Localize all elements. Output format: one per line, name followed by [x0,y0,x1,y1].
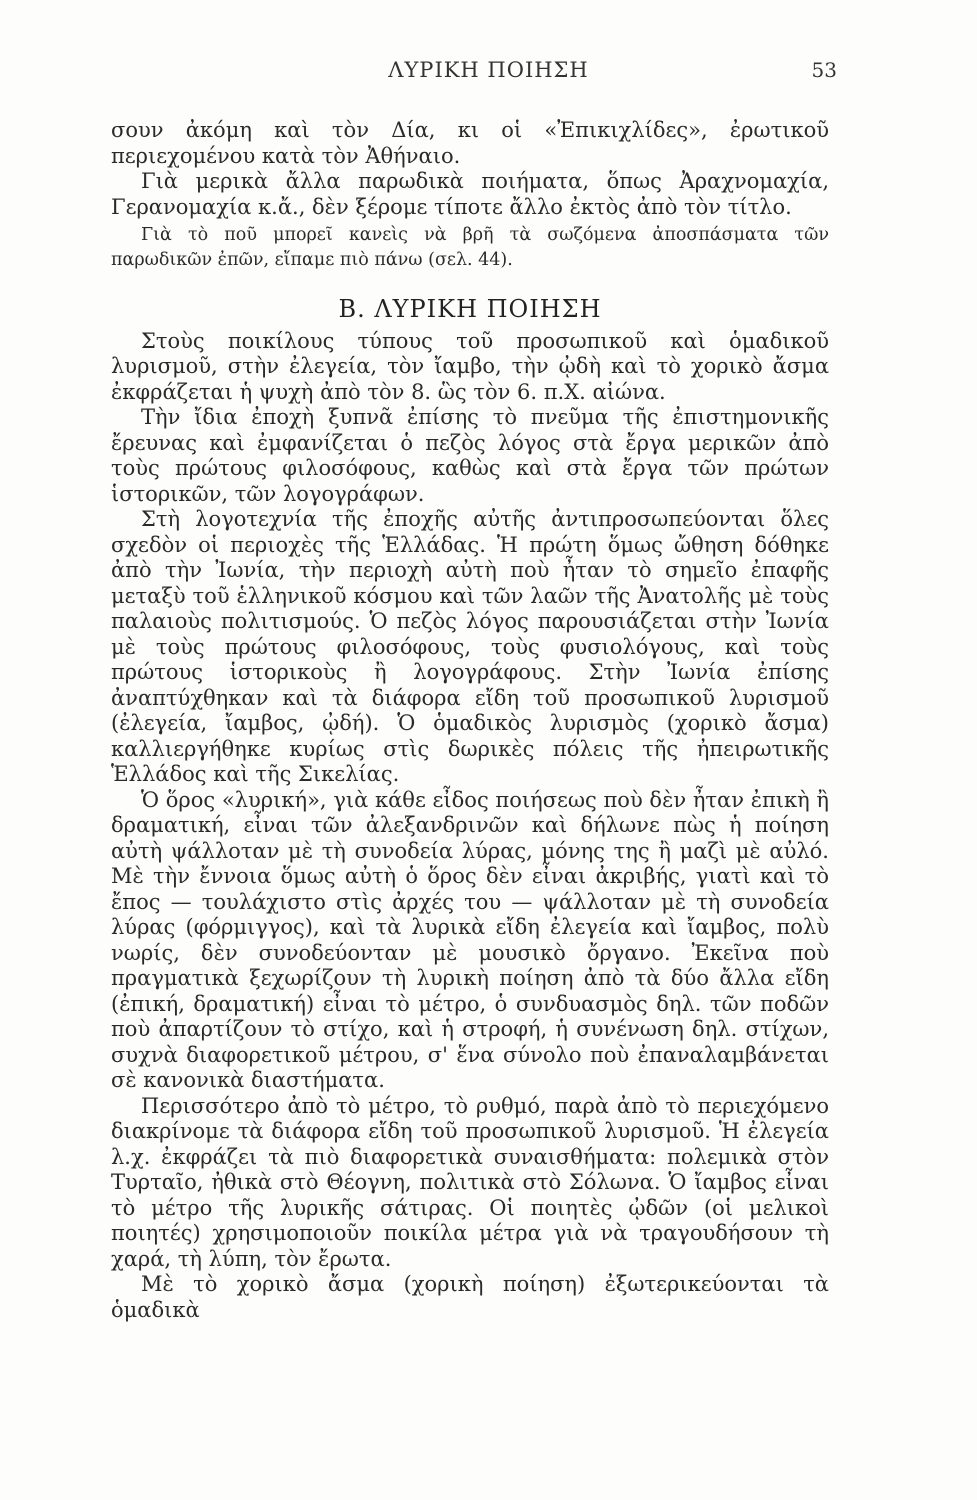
paragraph-2: Γιὰ μερικὰ ἄλλα παρωδικὰ ποιήματα, ὅπως Ἀραχνομαχία, Γερανομαχία κ.ἄ., δὲν ξέρομε τίποτε ἄλλο ἐκτὸς ἀπὸ τὸν τίτλο. [111,169,829,219]
paragraph-6: Στὴ λογοτεχνία τῆς ἐποχῆς αὐτῆς ἀντιπροσωπεύονται ὅλες σχεδὸν οἱ περιοχὲς τῆς Ἑλλάδας. Ἡ πρώτη ὅμως ὤθηση δόθηκε ἀπὸ τὴν Ἰωνία, τὴν περιοχὴ αὐτὴ ποὺ ἦταν τὸ σημεῖο ἐπαφῆς μεταξὺ τοῦ ἑλληνικοῦ κόσμου καὶ τῶν λαῶν τῆς Ἀνατολῆς μὲ τοὺς παλαιοὺς πολιτισμούς. Ὁ πεζὸς λόγος παρουσιάζεται στὴν Ἰωνία μὲ τοὺς πρώτους φιλοσόφους, τοὺς φυσιολόγους, καὶ τοὺς πρώτους ἱστορικοὺς ἢ λογογράφους. Στὴν Ἰωνία ἐπίσης ἀναπτύχθηκαν καὶ τὰ διάφορα εἴδη τοῦ προσωπικοῦ λυρισμοῦ (ἐλεγεία, ἴαμβος, ᾠδή). Ὁ ὁμαδικὸς λυρισμὸς (χορικὸ ἄσμα) καλλιεργήθηκε κυρίως στὶς δωρικὲς πόλεις τῆς ἠπειρωτικῆς Ἑλλάδος καὶ τῆς Σικελίας. [111,507,829,786]
paragraph-note: Γιὰ τὸ ποῦ μπορεῖ κανεὶς νὰ βρῆ τὰ σωζόμενα ἀποσπάσματα τῶν παρωδικῶν ἐπῶν, εἴπαμε πιὸ πάνω (σελ. 44). [111,225,829,270]
paragraph-4: Στοὺς ποικίλους τύπους τοῦ προσωπικοῦ καὶ ὁμαδικοῦ λυρισμοῦ, στὴν ἐλεγεία, τὸν ἴαμβο, τὴν ᾠδὴ καὶ τὸ χορικὸ ἄσμα ἐκφράζεται ἡ ψυχὴ ἀπὸ τὸν 8. ὣς τὸν 6. π.Χ. αἰώνα. [111,328,829,404]
paragraph-9: Μὲ τὸ χορικὸ ἄσμα (χορικὴ ποίηση) ἐξωτερικεύονται τὰ ὁμαδικὰ [111,1272,829,1322]
running-head [0,58,977,88]
page-number: 53 [811,58,837,82]
running-title: ΛΥΡΙΚΗ ΠΟΙΗΣΗ [388,58,589,82]
paragraph-7: Ὁ ὅρος «λυρική», γιὰ κάθε εἶδος ποιήσεως ποὺ δὲν ἦταν ἐπικὴ ἢ δραματική, εἶναι τῶν ἀλεξανδρινῶν καὶ δήλωνε πὼς ἡ ποίηση αὐτὴ ψάλλοταν μὲ τὴ συνοδεία λύρας, μόνης της ἢ μαζὶ μὲ αὐλό. Μὲ τὴν ἔννοια ὅμως αὐτὴ ὁ ὅρος δὲν εἶναι ἀκριβής, γιατὶ καὶ τὸ ἔπος — τουλάχιστο στὶς ἀρχές του — ψάλλοταν μὲ τὴ συνοδεία λύρας (φόρμιγγος), καὶ τὰ λυρικὰ εἴδη ἐλεγεία καὶ ἴαμβος, πολὺ νωρίς, δὲν συνοδεύονταν μὲ μουσικὸ ὄργανο. Ἐκεῖνα ποὺ πραγματικὰ ξεχωρίζουν τὴ λυρικὴ ποίηση ἀπὸ τὰ δύο ἄλλα εἴδη (ἐπική, δραματική) εἶναι τὸ μέτρο, ὁ συνδυασμὸς δηλ. τῶν ποδῶν ποὺ ἀπαρτίζουν τὸ στίχο, καὶ ἡ στροφή, ἡ συνένωση δηλ. στίχων, συχνὰ διαφορετικοῦ μέτρου, σ' ἕνα σύνολο ποὺ ἐπαναλαμβάνεται σὲ κανονικὰ διαστήματα. [111,787,829,1092]
section-heading: Β. ΛΥΡΙΚΗ ΠΟΙΗΣΗ [338,295,602,323]
paragraph-8: Περισσότερο ἀπὸ τὸ μέτρο, τὸ ρυθμό, παρὰ ἀπὸ τὸ περιεχόμενο διακρίνομε τὰ διάφορα εἴδη τοῦ προσωπικοῦ λυρισμοῦ. Ἡ ἐλεγεία λ.χ. ἐκφράζει τὰ πιὸ διαφορετικὰ συναισθήματα: πολεμικὰ στὸν Τυρταῖο, ἠθικὰ στὸ Θέογνη, πολιτικὰ στὸ Σόλωνα. Ὁ ἴαμβος εἶναι τὸ μέτρο τῆς λυρικῆς σάτιρας. Οἱ ποιητὲς ᾠδῶν (οἱ μελικοὶ ποιητές) χρησιμοποιοῦν ποικίλα μέτρα γιὰ νὰ τραγουδήσουν τὴ χαρά, τὴ λύπη, τὸν ἔρωτα. [111,1093,829,1271]
body-text [111,118,829,1323]
paragraph-5: Τὴν ἴδια ἐποχὴ ξυπνᾶ ἐπίσης τὸ πνεῦμα τῆς ἐπιστημονικῆς ἔρευνας καὶ ἐμφανίζεται ὁ πεζὸς λόγος στὰ ἔργα μερικῶν ἀπὸ τοὺς πρώτους φιλοσόφους, καθὼς καὶ στὰ ἔργα τῶν πρώτων ἱστορικῶν, τῶν λογογράφων. [111,405,829,506]
paragraph-1: σουν ἀκόμη καὶ τὸν Δία, κι οἱ «Ἐπικιχλίδες», ἐρωτικοῦ περιεχομένου κατὰ τὸν Ἀθήναιο. [111,118,829,168]
